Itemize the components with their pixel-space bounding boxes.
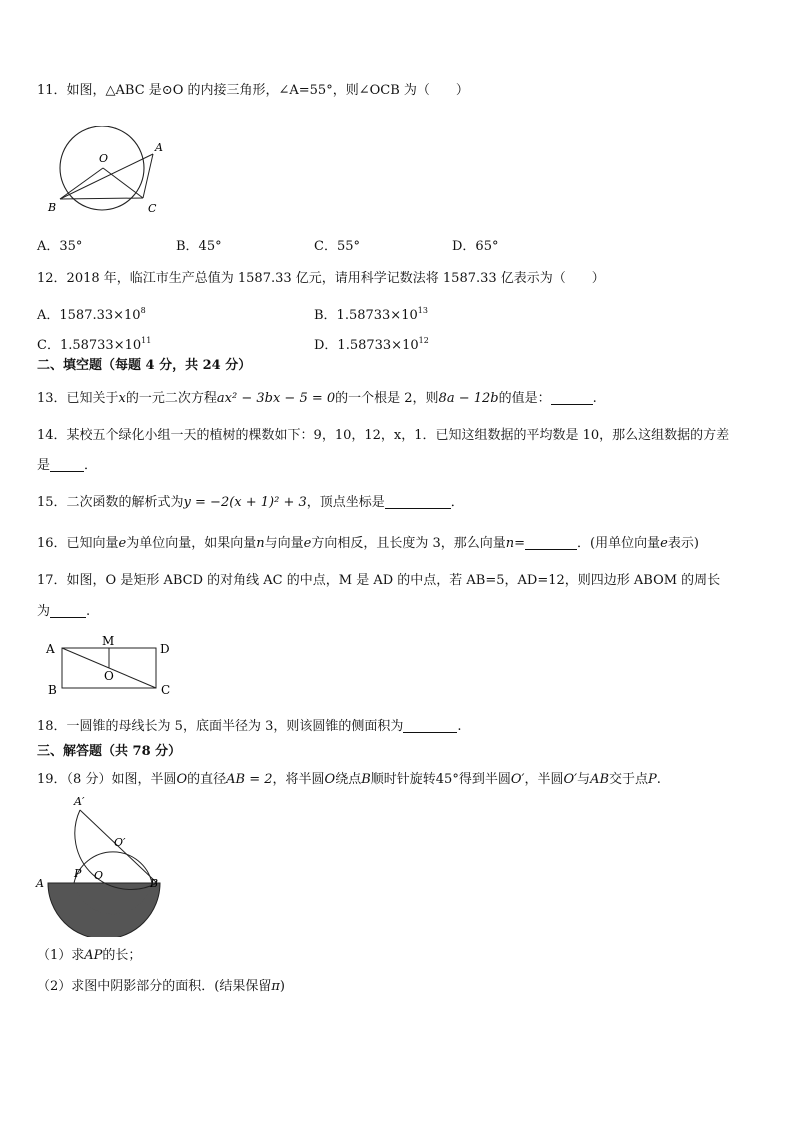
q19-subquestion-2: （2）求图中阴影部分的面积．(结果保留π) xyxy=(37,979,285,994)
q12-option-c: C．$1.58733\times 10^{11}$ xyxy=(37,336,152,353)
q19-semicircle-figure xyxy=(34,791,168,937)
q17-label-b: B xyxy=(48,683,57,697)
q19-label-o-prime: O′ xyxy=(114,836,126,849)
q19-label-o: O xyxy=(94,869,104,882)
q17-stem-line2: 为 . xyxy=(37,604,91,619)
q19-stem: 19．（8 分）如图，半圆O的直径AB = 2，将半圆O绕点B顺时针旋转45°得到半圆O′，半圆O′与AB交于点P. xyxy=(37,772,661,787)
q17-label-c: C xyxy=(161,683,171,697)
q16-answer-blank xyxy=(525,535,577,550)
q11-option-c: C．55° xyxy=(314,239,360,254)
q19-label-p: P xyxy=(74,867,82,880)
q19-subquestion-1: （1）求AP的长； xyxy=(37,948,142,963)
q11-label-o: O xyxy=(99,152,109,165)
q11-circle-figure xyxy=(40,126,170,218)
q12-stem: 12．2018 年，临江市生产总值为 1587.33 亿元，请用科学记数法将 1587.33 亿表示为（ ） xyxy=(37,271,605,286)
section-fill-in-heading: 二、填空题（每题 4 分，共 24 分） xyxy=(37,358,252,373)
section-solve-heading: 三、解答题（共 78 分） xyxy=(37,744,182,759)
q13-stem: 13．已知关于x的一元二次方程ax² − 3bx − 5 = 0的一个根是 2，则8a − 12b的值是： . xyxy=(37,391,597,406)
q16-stem: 16．已知向量e为单位向量，如果向量n与向量e方向相反，且长度为 3，那么向量n= ．(用单位向量e表示) xyxy=(37,536,699,551)
q11-option-a: A．35° xyxy=(37,239,83,254)
q17-label-a: A xyxy=(46,642,55,656)
q17-answer-blank xyxy=(50,603,86,618)
q15-stem: 15．二次函数的解析式为y = −2(x + 1)² + 3，顶点坐标是 ． xyxy=(37,495,464,510)
q19-label-b: B xyxy=(150,877,159,890)
q14-stem-line2: 是 ． xyxy=(37,458,98,473)
q18-answer-blank xyxy=(403,718,457,733)
q17-stem-line1: 17．如图，O 是矩形 ABCD 的对角线 AC 的中点，M 是 AD 的中点，若 AB=5，AD=12，则四边形 ABOM 的周长 xyxy=(37,573,721,588)
q12-option-d: D．$1.58733\times 10^{12}$ xyxy=(314,336,429,353)
q17-rectangle-figure xyxy=(42,632,182,700)
q15-answer-blank xyxy=(385,494,451,509)
q11-label-b: B xyxy=(48,201,57,214)
q12-option-a: A．$1587.33\times 10^8$ xyxy=(37,306,146,323)
q11-option-b: B．45° xyxy=(176,239,222,254)
q17-label-m: M xyxy=(102,634,115,648)
q17-label-o: O xyxy=(104,669,114,683)
q17-label-d: D xyxy=(160,642,170,656)
q11-stem: 11．如图，△ABC 是⊙O 的内接三角形，∠A=55°，则∠OCB 为（ ） xyxy=(37,83,469,98)
q12-option-b: B．$1.58733\times 10^{13}$ xyxy=(314,306,428,323)
q11-label-a: A xyxy=(155,141,163,154)
q14-answer-blank xyxy=(50,457,84,472)
q19-label-a-prime: A′ xyxy=(74,795,85,808)
q18-stem: 18．一圆锥的母线长为 5，底面半径为 3，则该圆锥的侧面积为 . xyxy=(37,719,462,734)
q13-answer-blank xyxy=(551,390,593,405)
q19-label-a: A xyxy=(36,877,44,890)
q11-option-d: D．65° xyxy=(452,239,499,254)
q11-label-c: C xyxy=(148,202,157,215)
q14-stem-line1: 14．某校五个绿化小组一天的植树的棵数如下：9，10，12，x，1．已知这组数据的平均数是 10，那么这组数据的方差 xyxy=(37,428,730,443)
